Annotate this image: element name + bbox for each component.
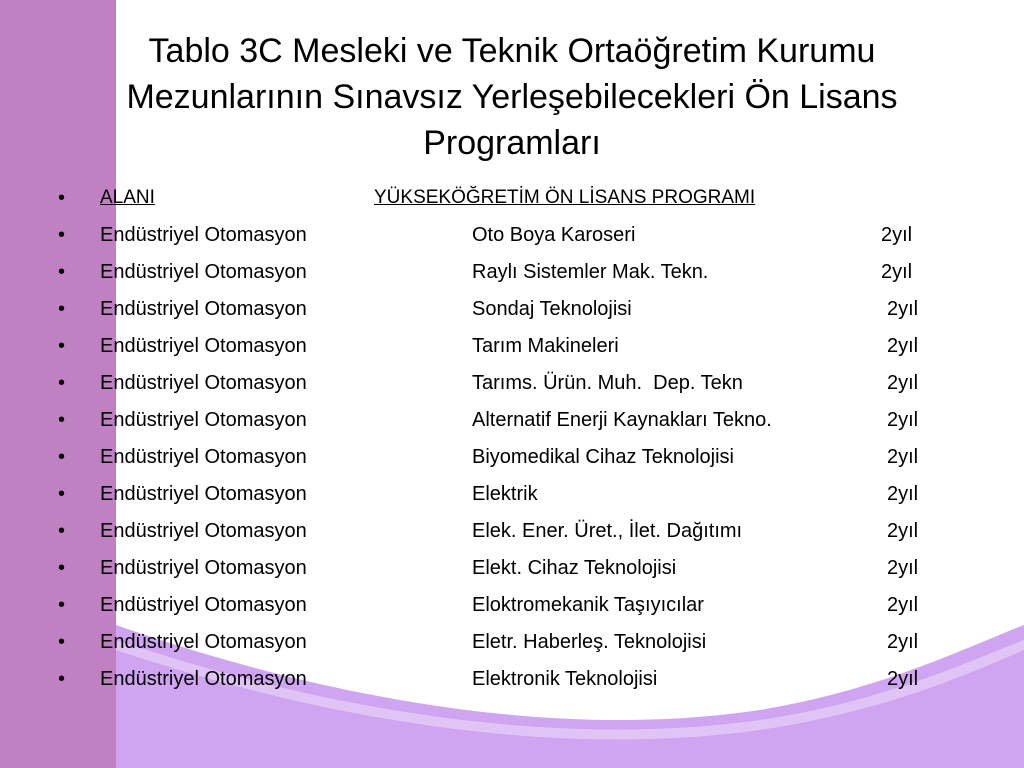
- item-area: Endüstriyel Otomasyon: [100, 372, 307, 394]
- item-program: Oto Boya Karoseri: [472, 224, 636, 246]
- item-area: Endüstriyel Otomasyon: [100, 298, 307, 320]
- item-duration: 2yıl: [887, 557, 919, 579]
- list-item: [0, 520, 1024, 556]
- item-area: Endüstriyel Otomasyon: [100, 557, 307, 579]
- item-program: Sondaj Teknolojisi: [472, 298, 632, 320]
- item-program: Alternatif Enerji Kaynakları Tekno.: [472, 409, 772, 431]
- item-area: Endüstriyel Otomasyon: [100, 224, 307, 246]
- header-program: YÜKSEKÖĞRETİM ÖN LİSANS PROGRAMI: [374, 187, 756, 208]
- list-item: [0, 261, 1024, 297]
- bullet: •: [58, 298, 66, 320]
- list-item: [0, 372, 1024, 408]
- item-duration: 2yıl: [887, 631, 919, 653]
- item-duration: 2yıl: [881, 224, 913, 246]
- item-duration: 2yıl: [881, 261, 913, 283]
- item-area: Endüstriyel Otomasyon: [100, 261, 307, 283]
- list-item: [0, 668, 1024, 704]
- bullet: •: [58, 520, 66, 542]
- bullet: •: [58, 224, 66, 246]
- item-program: Eloktromekanik Taşıyıcılar: [472, 594, 704, 616]
- item-duration: 2yıl: [887, 594, 919, 616]
- title-line-3: Programları: [423, 124, 601, 162]
- bullet: •: [58, 668, 66, 690]
- item-area: Endüstriyel Otomasyon: [100, 335, 307, 357]
- list-item: [0, 335, 1024, 371]
- bullet: •: [58, 631, 66, 653]
- item-duration: 2yıl: [887, 520, 919, 542]
- item-duration: 2yıl: [887, 372, 919, 394]
- list-item: [0, 298, 1024, 334]
- item-duration: 2yıl: [887, 483, 919, 505]
- list-item: [0, 446, 1024, 482]
- item-duration: 2yıl: [887, 446, 919, 468]
- item-program: Tarıms. Ürün. Muh. Dep. Tekn: [472, 372, 743, 394]
- bullet: •: [58, 335, 66, 357]
- bullet: •: [58, 594, 66, 616]
- item-duration: 2yıl: [887, 668, 919, 690]
- list-item: [0, 631, 1024, 667]
- item-program: Tarım Makineleri: [472, 335, 619, 357]
- list-item: [0, 594, 1024, 630]
- item-area: Endüstriyel Otomasyon: [100, 594, 307, 616]
- bullet: •: [58, 372, 66, 394]
- item-area: Endüstriyel Otomasyon: [100, 483, 307, 505]
- item-duration: 2yıl: [887, 298, 919, 320]
- list-header: [0, 187, 1024, 223]
- item-area: Endüstriyel Otomasyon: [100, 520, 307, 542]
- title-line-2: Mezunlarının Sınavsız Yerleşebilecekleri Ön Lisans: [126, 78, 898, 116]
- item-program: Elek. Ener. Üret., İlet. Dağıtımı: [472, 520, 743, 542]
- item-duration: 2yıl: [887, 335, 919, 357]
- title-line-1: Tablo 3C Mesleki ve Teknik Ortaöğretim Kurumu: [148, 32, 876, 70]
- item-program: Elektrik: [472, 483, 538, 505]
- item-area: Endüstriyel Otomasyon: [100, 409, 307, 431]
- item-program: Eletr. Haberleş. Teknolojisi: [472, 631, 707, 653]
- item-program: Raylı Sistemler Mak. Tekn.: [472, 261, 709, 283]
- list-item: [0, 557, 1024, 593]
- list-item: [0, 409, 1024, 445]
- item-duration: 2yıl: [887, 409, 919, 431]
- bullet: •: [58, 187, 66, 209]
- bullet: •: [58, 261, 66, 283]
- bullet: •: [58, 446, 66, 468]
- item-program: Biyomedikal Cihaz Teknolojisi: [472, 446, 734, 468]
- header-area: ALANI: [100, 187, 155, 208]
- item-area: Endüstriyel Otomasyon: [100, 446, 307, 468]
- list-item: [0, 483, 1024, 519]
- bullet: •: [58, 409, 66, 431]
- list-item: [0, 224, 1024, 260]
- bullet: •: [58, 483, 66, 505]
- bullet: •: [58, 557, 66, 579]
- item-program: Elekt. Cihaz Teknolojisi: [472, 557, 677, 579]
- item-program: Elektronik Teknolojisi: [472, 668, 658, 690]
- item-area: Endüstriyel Otomasyon: [100, 631, 307, 653]
- item-area: Endüstriyel Otomasyon: [100, 668, 307, 690]
